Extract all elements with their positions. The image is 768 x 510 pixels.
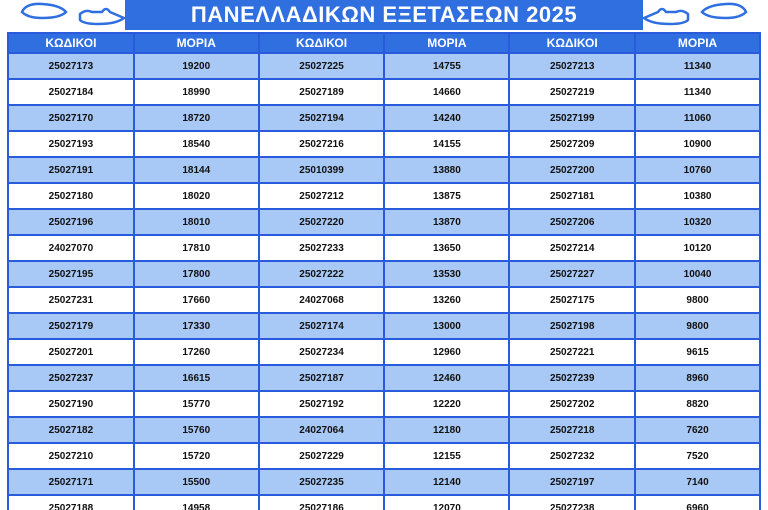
points-cell: 10900 [636, 132, 759, 156]
candidate-code-cell: 25027209 [510, 132, 634, 156]
table-row [9, 288, 759, 312]
candidate-code-cell: 25027237 [9, 366, 133, 390]
points-cell: 13000 [385, 314, 508, 338]
points-cell: 13875 [385, 184, 508, 208]
points-cell: 12070 [385, 496, 508, 510]
candidate-code-cell: 25027199 [510, 106, 634, 130]
table-row [9, 184, 759, 208]
candidate-code-cell: 25027231 [9, 288, 133, 312]
points-cell: 18144 [135, 158, 258, 182]
column-header-points: ΜΟΡΙΑ [385, 34, 508, 52]
candidate-code-cell: 25027212 [260, 184, 384, 208]
header-banner [0, 0, 768, 30]
points-cell: 13650 [385, 236, 508, 260]
points-cell: 9615 [636, 340, 759, 364]
table-row [9, 80, 759, 104]
points-cell: 18010 [135, 210, 258, 234]
points-cell: 10320 [636, 210, 759, 234]
candidate-code-cell: 25027197 [510, 470, 634, 494]
candidate-code-cell: 25027234 [260, 340, 384, 364]
candidate-code-cell: 25027238 [510, 496, 634, 510]
points-cell: 10120 [636, 236, 759, 260]
points-cell: 15760 [135, 418, 258, 442]
table-row [9, 392, 759, 416]
candidate-code-cell: 25027222 [260, 262, 384, 286]
candidate-code-cell: 25027218 [510, 418, 634, 442]
candidate-code-cell: 25027192 [260, 392, 384, 416]
candidate-code-cell: 25027195 [9, 262, 133, 286]
results-table-wrapper [7, 32, 761, 510]
column-header-codes: ΚΩΔΙΚΟΙ [510, 34, 634, 52]
points-cell: 19200 [135, 54, 258, 78]
points-cell: 7620 [636, 418, 759, 442]
candidate-code-cell: 25027180 [9, 184, 133, 208]
points-cell: 11340 [636, 54, 759, 78]
candidate-code-cell: 25027201 [9, 340, 133, 364]
table-row [9, 366, 759, 390]
candidate-code-cell: 25027190 [9, 392, 133, 416]
points-cell: 12960 [385, 340, 508, 364]
column-header-points: ΜΟΡΙΑ [636, 34, 759, 52]
candidate-code-cell: 25027175 [510, 288, 634, 312]
candidate-code-cell: 25027179 [9, 314, 133, 338]
table-row [9, 210, 759, 234]
table-row [9, 496, 759, 510]
candidate-code-cell: 25027173 [9, 54, 133, 78]
points-cell: 10380 [636, 184, 759, 208]
points-cell: 11340 [636, 80, 759, 104]
points-cell: 12220 [385, 392, 508, 416]
points-cell: 13880 [385, 158, 508, 182]
table-row [9, 132, 759, 156]
points-cell: 12155 [385, 444, 508, 468]
points-cell: 14958 [135, 496, 258, 510]
table-row [9, 314, 759, 338]
candidate-code-cell: 25027213 [510, 54, 634, 78]
candidate-code-cell: 25027191 [9, 158, 133, 182]
points-cell: 15500 [135, 470, 258, 494]
points-cell: 17330 [135, 314, 258, 338]
hand-drawn-car-icon [20, 0, 130, 28]
candidate-code-cell: 25027235 [260, 470, 384, 494]
candidate-code-cell: 25027232 [510, 444, 634, 468]
candidate-code-cell: 25027181 [510, 184, 634, 208]
candidate-code-cell: 25027187 [260, 366, 384, 390]
candidate-code-cell: 25027198 [510, 314, 634, 338]
candidate-code-cell: 25027174 [260, 314, 384, 338]
points-cell: 12140 [385, 470, 508, 494]
points-cell: 17660 [135, 288, 258, 312]
candidate-code-cell: 25027193 [9, 132, 133, 156]
candidate-code-cell: 25027229 [260, 444, 384, 468]
candidate-code-cell: 25027220 [260, 210, 384, 234]
title-band [125, 0, 643, 30]
points-cell: 12180 [385, 418, 508, 442]
candidate-code-cell: 25027233 [260, 236, 384, 260]
points-cell: 11060 [636, 106, 759, 130]
table-row [9, 470, 759, 494]
points-cell: 14240 [385, 106, 508, 130]
candidate-code-cell: 25027227 [510, 262, 634, 286]
candidate-code-cell: 25027170 [9, 106, 133, 130]
candidate-code-cell: 24027064 [260, 418, 384, 442]
candidate-code-cell: 25027225 [260, 54, 384, 78]
table-body [9, 54, 759, 510]
points-cell: 10040 [636, 262, 759, 286]
column-header-codes: ΚΩΔΙΚΟΙ [9, 34, 133, 52]
points-cell: 18990 [135, 80, 258, 104]
points-cell: 13260 [385, 288, 508, 312]
candidate-code-cell: 25027216 [260, 132, 384, 156]
candidate-code-cell: 24027068 [260, 288, 384, 312]
candidate-code-cell: 25027221 [510, 340, 634, 364]
points-cell: 8960 [636, 366, 759, 390]
points-cell: 6960 [636, 496, 759, 510]
results-table [7, 32, 761, 510]
points-cell: 14755 [385, 54, 508, 78]
candidate-code-cell: 25027171 [9, 470, 133, 494]
points-cell: 8820 [636, 392, 759, 416]
points-cell: 18020 [135, 184, 258, 208]
points-cell: 9800 [636, 314, 759, 338]
table-row [9, 340, 759, 364]
points-cell: 7520 [636, 444, 759, 468]
points-cell: 7140 [636, 470, 759, 494]
table-header-row [9, 34, 759, 52]
candidate-code-cell: 25027202 [510, 392, 634, 416]
points-cell: 15770 [135, 392, 258, 416]
candidate-code-cell: 25027194 [260, 106, 384, 130]
candidate-code-cell: 25027188 [9, 496, 133, 510]
candidate-code-cell: 25027196 [9, 210, 133, 234]
hand-drawn-car-icon [638, 0, 748, 28]
candidate-code-cell: 25027206 [510, 210, 634, 234]
points-cell: 17810 [135, 236, 258, 260]
candidate-code-cell: 25027182 [9, 418, 133, 442]
candidate-code-cell: 25027239 [510, 366, 634, 390]
table-row [9, 418, 759, 442]
points-cell: 15720 [135, 444, 258, 468]
points-cell: 13530 [385, 262, 508, 286]
points-cell: 16615 [135, 366, 258, 390]
table-row [9, 54, 759, 78]
candidate-code-cell: 24027070 [9, 236, 133, 260]
points-cell: 10760 [636, 158, 759, 182]
points-cell: 13870 [385, 210, 508, 234]
table-row [9, 158, 759, 182]
candidate-code-cell: 25027214 [510, 236, 634, 260]
table-row [9, 262, 759, 286]
table-row [9, 444, 759, 468]
table-row [9, 236, 759, 260]
candidate-code-cell: 25027189 [260, 80, 384, 104]
points-cell: 9800 [636, 288, 759, 312]
points-cell: 12460 [385, 366, 508, 390]
candidate-code-cell: 25027219 [510, 80, 634, 104]
candidate-code-cell: 25010399 [260, 158, 384, 182]
points-cell: 14660 [385, 80, 508, 104]
table-row [9, 106, 759, 130]
points-cell: 14155 [385, 132, 508, 156]
candidate-code-cell: 25027200 [510, 158, 634, 182]
candidate-code-cell: 25027184 [9, 80, 133, 104]
points-cell: 18720 [135, 106, 258, 130]
candidate-code-cell: 25027186 [260, 496, 384, 510]
candidate-code-cell: 25027210 [9, 444, 133, 468]
column-header-codes: ΚΩΔΙΚΟΙ [260, 34, 384, 52]
column-header-points: ΜΟΡΙΑ [135, 34, 258, 52]
page-title: ΠΑΝΕΛΛΑΔΙΚΩΝ ΕΞΕΤΑΣΕΩΝ 2025 [190, 2, 578, 27]
points-cell: 17800 [135, 262, 258, 286]
points-cell: 17260 [135, 340, 258, 364]
points-cell: 18540 [135, 132, 258, 156]
